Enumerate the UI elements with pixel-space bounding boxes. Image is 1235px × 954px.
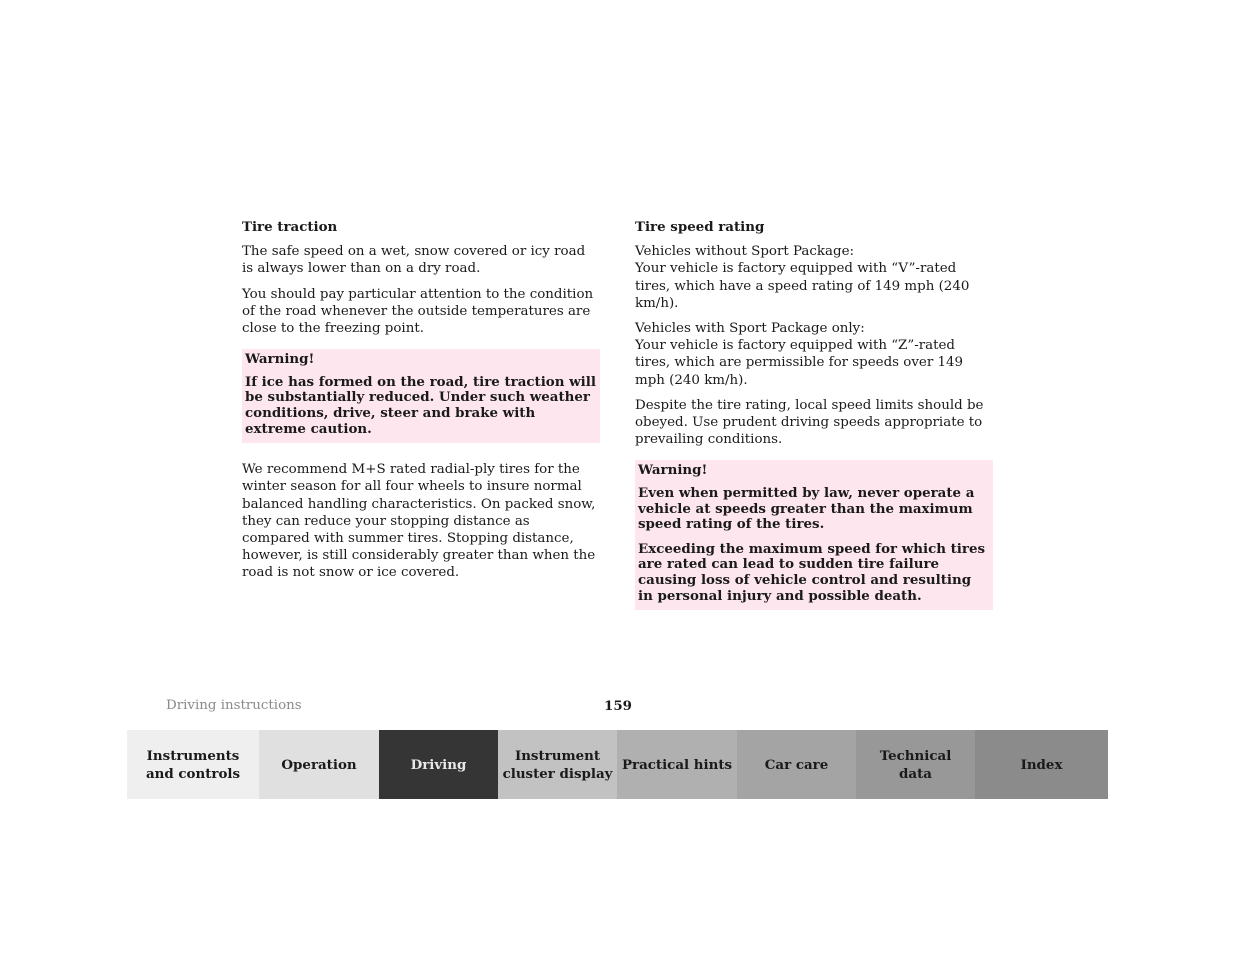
chapter-navigation-bar <box>127 730 1108 799</box>
paragraph-speed-limits: Despite the tire rating, local speed limits should be obeyed. Use prudent driving speeds appropriate to prevailing conditions. <box>635 397 984 448</box>
warning-text-tire-failure: Exceeding the maximum speed for which tires are rated can lead to sudden tire failure causing loss of vehicle control and resulting in personal injury and possible death. <box>638 540 986 604</box>
tab-instruments-and-controls[interactable]: Instruments and controls <box>127 730 259 799</box>
warning-title: Warning! <box>638 462 708 479</box>
sport-text: Your vehicle is factory equipped with “Z”-rated tires, which are permissible for speeds over 149 mph (240 km/h). <box>635 338 964 388</box>
warning-title: Warning! <box>245 351 315 368</box>
warning-text-speed-rating: Even when permitted by law, never operate a vehicle at speeds greater than the maximum speed rating of the tires. <box>638 485 975 533</box>
footer-section-title: Driving instructions <box>166 698 302 713</box>
tab-index[interactable]: Index <box>975 730 1108 799</box>
tire-traction-column <box>242 219 600 590</box>
paragraph-no-sport-package <box>635 243 993 312</box>
tire-traction-heading: Tire traction <box>242 219 338 235</box>
tab-car-care[interactable]: Car care <box>737 730 856 799</box>
tire-speed-rating-heading: Tire speed rating <box>635 219 765 235</box>
tab-technical-data[interactable]: Technical data <box>856 730 975 799</box>
tab-practical-hints[interactable]: Practical hints <box>617 730 737 799</box>
warning-box-speed <box>635 460 993 610</box>
warning-box-ice <box>242 349 600 443</box>
page-number: 159 <box>604 698 632 714</box>
paragraph-ms-tires: We recommend M+S rated radial-ply tires for the winter season for all four wheels to insure normal balanced handling characteristics. On packed snow, they can reduce your stopping distance as compared with summer tires. Stopping distance, however, is still considerably greater than when the road is not snow or ice covered. <box>242 462 596 581</box>
paragraph-safe-speed: The safe speed on a wet, snow covered or icy road is always lower than on a dry road. <box>242 244 586 277</box>
paragraph-sport-package <box>635 320 993 389</box>
tab-driving[interactable]: Driving <box>379 730 498 799</box>
tab-instrument-cluster-display[interactable]: Instrument cluster display <box>498 730 617 799</box>
no-sport-label: Vehicles without Sport Package: <box>635 244 855 260</box>
tire-speed-rating-column <box>635 219 993 628</box>
sport-label: Vehicles with Sport Package only: <box>635 321 865 337</box>
warning-text-ice: If ice has formed on the road, tire traction will be substantially reduced. Under such weather conditions, drive, steer and brake with extreme caution. <box>245 373 596 437</box>
no-sport-text: Your vehicle is factory equipped with “V”-rated tires, which have a speed rating of 149 mph (240 km/h). <box>635 261 970 311</box>
paragraph-road-condition: You should pay particular attention to the condition of the road whenever the outside temperatures are close to the freezing point. <box>242 286 594 337</box>
tab-operation[interactable]: Operation <box>259 730 379 799</box>
